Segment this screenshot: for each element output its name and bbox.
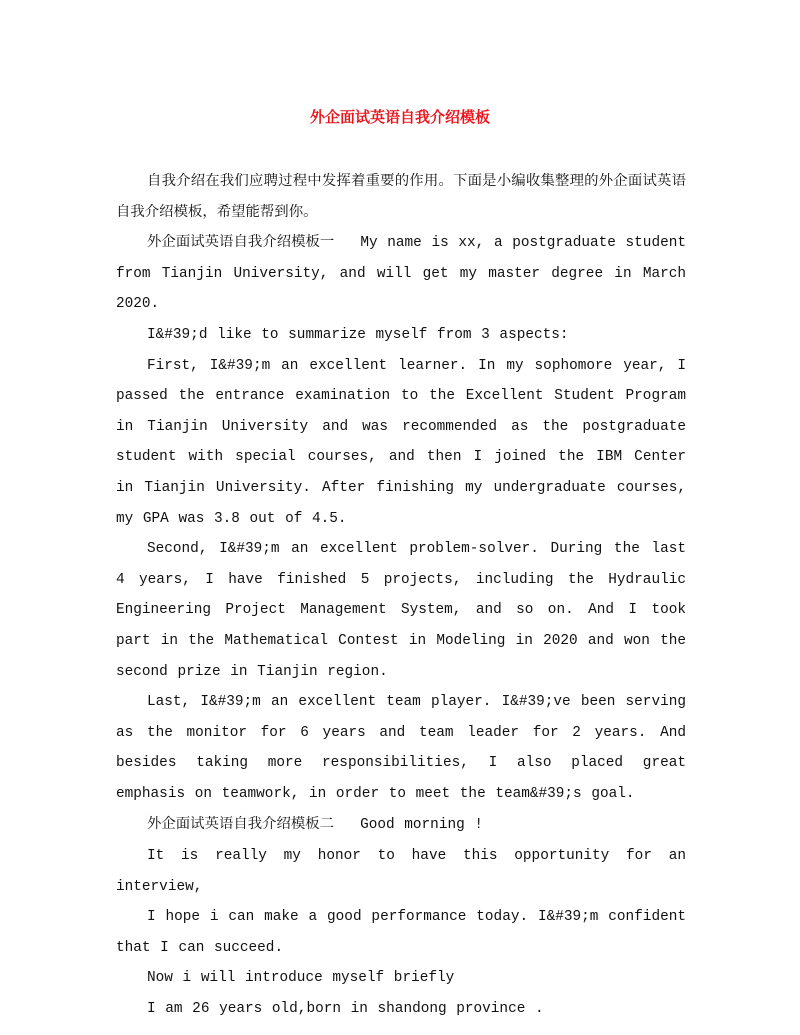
- document-body: [116, 166, 686, 1025]
- template2-line1: It is really my honor to have this opportunity for an interview,: [116, 848, 686, 895]
- template2-heading: 外企面试英语自我介绍模板二: [147, 816, 335, 833]
- summary-paragraph: I&#39;d like to summarize myself from 3 aspects:: [147, 326, 569, 343]
- first-paragraph: First, I&#39;m an excellent learner. In my sophomore year, I passed the entrance examination to the Excellent Student Program in Tianjin University and was recommended as the postgraduate student with special courses, and then I joined the IBM Center in Tianjin University. After finishing my undergraduate courses, my GPA was 3.8 out of 4.5.: [116, 357, 686, 527]
- template1-paragraph: [116, 227, 686, 320]
- template2-paragraph: [116, 809, 686, 841]
- template1-opening: My name is xx, a postgraduate student from Tianjin University, and will get my master degree in March 2020.: [116, 235, 686, 313]
- template2-line3: Now i will introduce myself briefly: [147, 970, 455, 987]
- template1-heading: 外企面试英语自我介绍模板一: [147, 234, 335, 251]
- second-paragraph: Second, I&#39;m an excellent problem-solver. During the last 4 years, I have finished 5 projects, including the Hydraulic Engineering Project Management System, and so on. And I took part in the Mathematical Contest in Modeling in 2020 and won the second prize in Tianjin region.: [116, 541, 686, 680]
- template2-line2: I hope i can make a good performance today. I&#39;m confident that I can succeed.: [116, 909, 686, 956]
- document-title: 外企面试英语自我介绍模板: [309, 108, 490, 126]
- intro-paragraph: 自我介绍在我们应聘过程中发挥着重要的作用。下面是小编收集整理的外企面试英语自我介绍模板，希望能帮到你。: [116, 173, 686, 220]
- template2-greeting: Good morning !: [360, 817, 483, 834]
- last-paragraph: Last, I&#39;m an excellent team player. I&#39;ve been serving as the monitor for 6 years and team leader for 2 years. And besides taking more responsibilities, I also placed great emphasis on teamwork, in order to meet the team&#39;s goal.: [116, 694, 686, 802]
- template2-line4: I am 26 years old,born in shandong province .: [147, 1001, 544, 1018]
